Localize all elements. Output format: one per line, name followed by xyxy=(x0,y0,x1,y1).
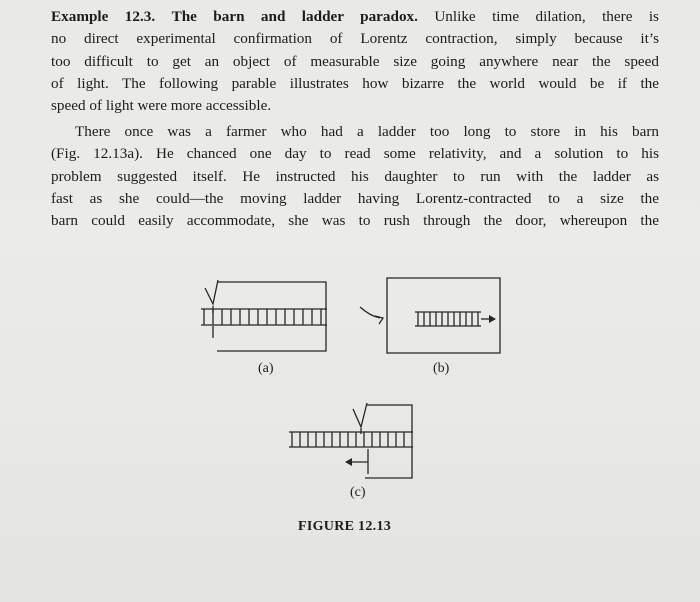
farmer-figure xyxy=(205,280,218,313)
figure-title: FIGURE 12.13 xyxy=(298,519,392,534)
diagram-a xyxy=(201,280,327,351)
text-line: fast as she could—the moving ladder having Lorentz-contracted to a size the xyxy=(51,189,659,207)
farmer-figure xyxy=(353,403,367,434)
text-line: of light. The following parable illustrates how bizarre the world would be if the xyxy=(51,74,659,92)
ladder-rungs xyxy=(418,312,478,326)
caption-c: (c) xyxy=(350,485,366,500)
text-line: barn could easily accommodate, she was to rush through the door, whereupon the xyxy=(51,212,659,230)
text-line: There once was a farmer who had a ladder too long to store in his barn xyxy=(75,123,659,140)
diagram-c xyxy=(289,403,413,478)
barn-outline xyxy=(217,282,326,351)
caption-a: (a) xyxy=(258,361,274,376)
text-line: (Fig. 12.13a). He chanced one day to read some relativity, and a solution to his xyxy=(51,145,659,163)
text-line: no direct experimental confirmation of Lorentz contraction, simply because it’s xyxy=(51,30,659,48)
text-line: too difficult to get an object of measurable size going anywhere near the speed xyxy=(51,52,659,70)
text-line: speed of light were more accessible. xyxy=(51,97,272,115)
barn-outline xyxy=(387,278,500,353)
example-label: Example 12.3. xyxy=(51,8,156,25)
text-line: problem suggested itself. He instructed his daughter to run with the ladder as xyxy=(51,167,659,185)
caption-b: (b) xyxy=(433,361,450,376)
diagram-b xyxy=(360,278,500,353)
example-title: The barn and ladder paradox. xyxy=(171,8,418,25)
text-line-fragment: Unlike time dilation, there is xyxy=(417,8,659,25)
ladder-rungs xyxy=(292,432,404,447)
ladder-rungs xyxy=(204,309,321,325)
